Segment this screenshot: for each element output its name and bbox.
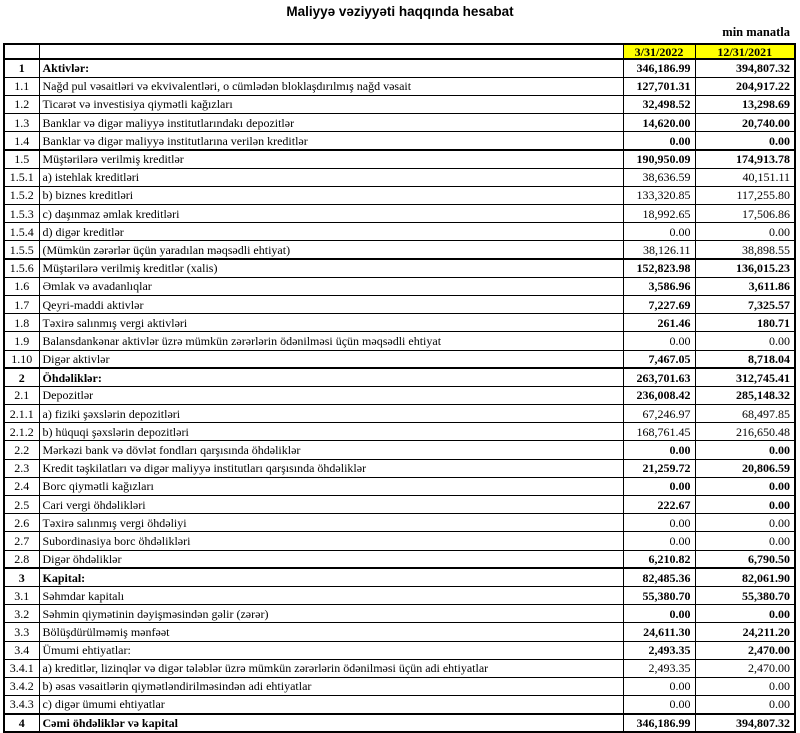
row-label: Nağd pul vəsaitləri və ekvivalentləri, o cümlədən bloklaşdırılmış nağd vəsait <box>39 77 623 95</box>
header-col-date-2021: 12/31/2021 <box>695 44 795 59</box>
row-number: 1.9 <box>4 332 39 350</box>
value-2021: 0.00 <box>695 605 795 623</box>
row-number: 3.1 <box>4 586 39 604</box>
row-label: Ticarət və investisiya qiymətli kağızları <box>39 95 623 113</box>
value-2021: 13,298.69 <box>695 95 795 113</box>
value-2021: 0.00 <box>695 677 795 695</box>
row-number: 1.1 <box>4 77 39 95</box>
row-label: Cəmi öhdəliklər və kapital <box>39 714 623 732</box>
row-label: Digər aktivlər <box>39 350 623 368</box>
table-row <box>4 241 795 259</box>
value-2022: 7,227.69 <box>623 295 695 313</box>
value-2021: 8,718.04 <box>695 350 795 368</box>
row-number: 1.2 <box>4 95 39 113</box>
row-label: Depozitlər <box>39 386 623 404</box>
row-label: b) əsas vəsaitlərin qiymətləndirilməsindən adi ehtiyatlar <box>39 677 623 695</box>
row-label: Kapital: <box>39 568 623 586</box>
row-number: 2.1 <box>4 386 39 404</box>
row-label: Aktivlər: <box>39 59 623 77</box>
table-body <box>4 59 795 732</box>
row-number: 1.8 <box>4 314 39 332</box>
table-row <box>4 350 795 368</box>
value-2021: 55,380.70 <box>695 586 795 604</box>
header-empty-label-cell <box>39 44 623 59</box>
row-number: 1.4 <box>4 132 39 150</box>
value-2021: 204,917.22 <box>695 77 795 95</box>
row-label: Digər öhdəliklər <box>39 550 623 568</box>
table-row <box>4 295 795 313</box>
value-2021: 312,745.41 <box>695 368 795 386</box>
value-2022: 32,498.52 <box>623 95 695 113</box>
value-2021: 0.00 <box>695 332 795 350</box>
row-label: Bölüşdürülməmiş mənfəət <box>39 623 623 641</box>
value-2022: 0.00 <box>623 605 695 623</box>
value-2021: 17,506.86 <box>695 205 795 223</box>
value-2021: 20,806.59 <box>695 459 795 477</box>
value-2022: 127,701.31 <box>623 77 695 95</box>
value-2021: 117,255.80 <box>695 186 795 204</box>
row-number: 1.5.3 <box>4 205 39 223</box>
row-number: 1.7 <box>4 295 39 313</box>
table-row <box>4 605 795 623</box>
value-2022: 0.00 <box>623 441 695 459</box>
row-number: 1.5.2 <box>4 186 39 204</box>
row-label: a) fiziki şəxslərin depozitləri <box>39 405 623 423</box>
row-label: Kredit təşkilatları və digər maliyyə institutları qarşısında öhdəliklər <box>39 459 623 477</box>
value-2022: 152,823.98 <box>623 259 695 277</box>
value-2021: 0.00 <box>695 532 795 550</box>
table-row <box>4 114 795 132</box>
row-label: Banklar və digər maliyyə institutlarına verilən kreditlər <box>39 132 623 150</box>
value-2021: 0.00 <box>695 696 795 714</box>
table-row <box>4 696 795 714</box>
header-empty-num-cell <box>4 44 39 59</box>
value-2022: 261.46 <box>623 314 695 332</box>
row-number: 1.10 <box>4 350 39 368</box>
value-2021: 0.00 <box>695 441 795 459</box>
value-2022: 2,493.35 <box>623 641 695 659</box>
table-row <box>4 186 795 204</box>
row-label: b) biznes kreditləri <box>39 186 623 204</box>
row-label: Banklar və digər maliyyə institutlarındakı depozitlər <box>39 114 623 132</box>
value-2022: 55,380.70 <box>623 586 695 604</box>
row-number: 2.7 <box>4 532 39 550</box>
row-label: c) daşınmaz əmlak kreditləri <box>39 205 623 223</box>
table-row <box>4 550 795 568</box>
row-label: Subordinasiya borc öhdəlikləri <box>39 532 623 550</box>
row-number: 3.4.3 <box>4 696 39 714</box>
value-2022: 2,493.35 <box>623 659 695 677</box>
row-label: Balansdankənar aktivlər üzrə mümkün zərərlərin ödənilməsi üçün məqsədli ehtiyat <box>39 332 623 350</box>
value-2021: 216,650.48 <box>695 423 795 441</box>
table-row <box>4 423 795 441</box>
value-2022: 0.00 <box>623 132 695 150</box>
table-row <box>4 205 795 223</box>
table-row <box>4 368 795 386</box>
value-2022: 6,210.82 <box>623 550 695 568</box>
row-number: 3.4 <box>4 641 39 659</box>
row-number: 2.1.2 <box>4 423 39 441</box>
value-2022: 133,320.85 <box>623 186 695 204</box>
value-2022: 190,950.09 <box>623 150 695 168</box>
value-2021: 2,470.00 <box>695 641 795 659</box>
row-label: Təxirə salınmış vergi aktivləri <box>39 314 623 332</box>
value-2021: 394,807.32 <box>695 59 795 77</box>
value-2022: 0.00 <box>623 514 695 532</box>
row-label: d) digər kreditlər <box>39 223 623 241</box>
value-2021: 180.71 <box>695 314 795 332</box>
value-2021: 38,898.55 <box>695 241 795 259</box>
row-number: 3.2 <box>4 605 39 623</box>
value-2022: 0.00 <box>623 477 695 495</box>
row-number: 2.6 <box>4 514 39 532</box>
row-label: Qeyri-maddi aktivlər <box>39 295 623 313</box>
value-2021: 3,611.86 <box>695 277 795 295</box>
row-label: Ümumi ehtiyatlar: <box>39 641 623 659</box>
value-2022: 82,485.36 <box>623 568 695 586</box>
value-2021: 24,211.20 <box>695 623 795 641</box>
row-number: 2.3 <box>4 459 39 477</box>
row-number: 2.8 <box>4 550 39 568</box>
row-label: Təxirə salınmış vergi öhdəliyi <box>39 514 623 532</box>
row-number: 1.6 <box>4 277 39 295</box>
value-2022: 38,126.11 <box>623 241 695 259</box>
table-row <box>4 259 795 277</box>
header-row <box>4 44 795 59</box>
row-number: 3.4.2 <box>4 677 39 695</box>
row-number: 2.4 <box>4 477 39 495</box>
value-2021: 0.00 <box>695 223 795 241</box>
row-number: 2 <box>4 368 39 386</box>
header-col-date-2022: 3/31/2022 <box>623 44 695 59</box>
value-2022: 14,620.00 <box>623 114 695 132</box>
row-number: 3.3 <box>4 623 39 641</box>
value-2022: 3,586.96 <box>623 277 695 295</box>
report-title: Maliyyə vəziyyəti haqqında hesabat <box>286 4 514 19</box>
table-row <box>4 277 795 295</box>
row-number: 1.3 <box>4 114 39 132</box>
value-2022: 168,761.45 <box>623 423 695 441</box>
value-2022: 222.67 <box>623 496 695 514</box>
value-2022: 0.00 <box>623 532 695 550</box>
row-number: 1.5.4 <box>4 223 39 241</box>
value-2022: 0.00 <box>623 223 695 241</box>
row-number: 4 <box>4 714 39 732</box>
value-2021: 0.00 <box>695 496 795 514</box>
table-row <box>4 168 795 186</box>
table-row <box>4 95 795 113</box>
table-row <box>4 659 795 677</box>
row-number: 2.1.1 <box>4 405 39 423</box>
value-2022: 346,186.99 <box>623 714 695 732</box>
table-row <box>4 677 795 695</box>
value-2021: 7,325.57 <box>695 295 795 313</box>
value-2022: 236,008.42 <box>623 386 695 404</box>
table-row <box>4 496 795 514</box>
row-label: (Mümkün zərərlər üçün yaradılan məqsədli ehtiyat) <box>39 241 623 259</box>
table-row <box>4 332 795 350</box>
value-2021: 0.00 <box>695 477 795 495</box>
table-row <box>4 386 795 404</box>
table-row <box>4 405 795 423</box>
table-row <box>4 514 795 532</box>
row-number: 1.5.1 <box>4 168 39 186</box>
value-2021: 174,913.78 <box>695 150 795 168</box>
value-2022: 263,701.63 <box>623 368 695 386</box>
row-number: 1.5 <box>4 150 39 168</box>
value-2022: 67,246.97 <box>623 405 695 423</box>
row-label: a) kreditlər, lizinqlər və digər tələblər üzrə mümkün zərərlərin ödənilməsi üçün adi ehtiyatlar <box>39 659 623 677</box>
row-label: Müştərilərə verilmiş kreditlər (xalis) <box>39 259 623 277</box>
row-label: a) istehlak kreditləri <box>39 168 623 186</box>
table-row <box>4 586 795 604</box>
row-number: 1.5.5 <box>4 241 39 259</box>
row-label: Səhmin qiymətinin dəyişməsindən gəlir (zərər) <box>39 605 623 623</box>
row-number: 3 <box>4 568 39 586</box>
table-row <box>4 59 795 77</box>
table-row <box>4 314 795 332</box>
table-row <box>4 77 795 95</box>
row-number: 1.5.6 <box>4 259 39 277</box>
row-label: c) digər ümumi ehtiyatlar <box>39 696 623 714</box>
table-row <box>4 132 795 150</box>
value-2022: 21,259.72 <box>623 459 695 477</box>
value-2021: 68,497.85 <box>695 405 795 423</box>
row-number: 3.4.1 <box>4 659 39 677</box>
value-2021: 20,740.00 <box>695 114 795 132</box>
row-number: 2.5 <box>4 496 39 514</box>
value-2022: 38,636.59 <box>623 168 695 186</box>
value-2022: 24,611.30 <box>623 623 695 641</box>
value-2021: 0.00 <box>695 132 795 150</box>
table-row <box>4 150 795 168</box>
row-number: 2.2 <box>4 441 39 459</box>
value-2022: 0.00 <box>623 696 695 714</box>
row-label: Müştərilərə verilmiş kreditlər <box>39 150 623 168</box>
value-2021: 394,807.32 <box>695 714 795 732</box>
value-2021: 6,790.50 <box>695 550 795 568</box>
value-2022: 0.00 <box>623 332 695 350</box>
value-2021: 40,151.11 <box>695 168 795 186</box>
table-row <box>4 623 795 641</box>
row-label: Cari vergi öhdəlikləri <box>39 496 623 514</box>
row-number: 1 <box>4 59 39 77</box>
row-label: Mərkəzi bank və dövlət fondları qarşısında öhdəliklər <box>39 441 623 459</box>
value-2021: 2,470.00 <box>695 659 795 677</box>
table-row <box>4 641 795 659</box>
row-label: Səhmdar kapitalı <box>39 586 623 604</box>
value-2022: 346,186.99 <box>623 59 695 77</box>
table-row <box>4 441 795 459</box>
row-label: Əmlak və avadanlıqlar <box>39 277 623 295</box>
value-2021: 136,015.23 <box>695 259 795 277</box>
row-label: Borc qiymətli kağızları <box>39 477 623 495</box>
table-row <box>4 568 795 586</box>
value-2022: 7,467.05 <box>623 350 695 368</box>
value-2022: 18,992.65 <box>623 205 695 223</box>
value-2021: 0.00 <box>695 514 795 532</box>
unit-note: min manatla <box>722 25 790 39</box>
financial-statement-table <box>3 43 796 733</box>
value-2021: 82,061.90 <box>695 568 795 586</box>
row-label: Öhdəliklər: <box>39 368 623 386</box>
value-2021: 285,148.32 <box>695 386 795 404</box>
table-row <box>4 477 795 495</box>
table-row <box>4 223 795 241</box>
table-row <box>4 459 795 477</box>
value-2022: 0.00 <box>623 677 695 695</box>
row-label: b) hüquqi şəxslərin depozitləri <box>39 423 623 441</box>
table-row <box>4 714 795 732</box>
table-row <box>4 532 795 550</box>
